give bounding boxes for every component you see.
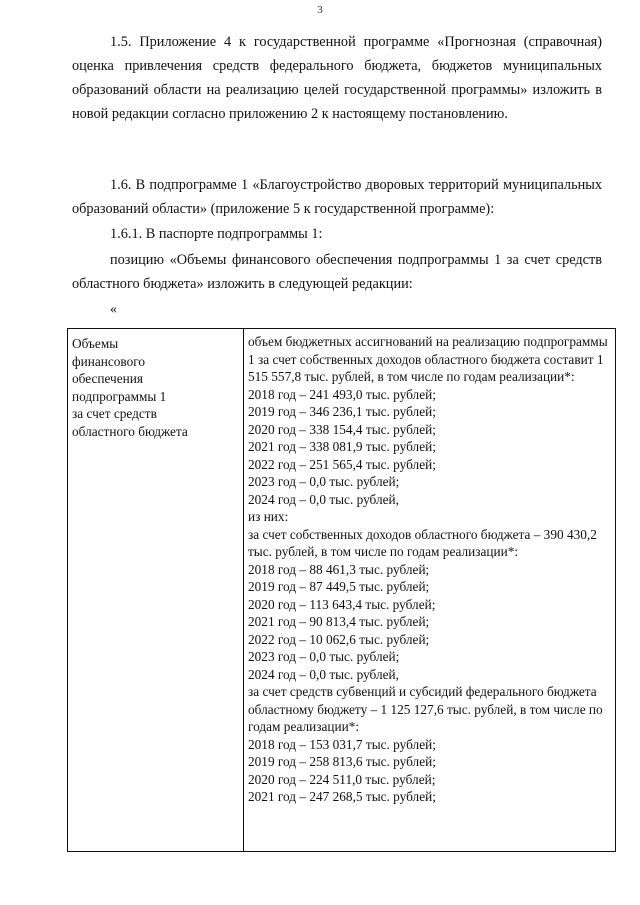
paragraph-1-6-1-text: 1.6.1. В паспорте подпрограммы 1: [110, 226, 323, 242]
table-row [68, 329, 616, 852]
total-year-line: 2022 год – 251 565,4 тыс. рублей; [248, 456, 436, 472]
paragraph-1-5-text: 1.5. Приложение 4 к государственной программе «Прогнозная (справочная) оценка привлечения средств федерального бюджета, бюджетов муниципальных образований области на реализацию целей государственной программы» изложить в новой редакции согласно приложению 2 к настоящему постановлению. [72, 34, 602, 122]
federal-year-line: 2018 год – 153 031,7 тыс. рублей; [248, 736, 436, 752]
federal-year-line: 2019 год – 258 813,6 тыс. рублей; [248, 754, 436, 769]
own-year-line: 2023 год – 0,0 тыс. рублей; [248, 649, 400, 664]
page-number: 3 [317, 4, 323, 16]
total-year-line: 2020 год – 338 154,4 тыс. рублей; [248, 421, 436, 437]
paragraph-1-6 [72, 173, 602, 221]
paragraph-1-6-text: 1.6. В подпрограмме 1 «Благоустройство дворовых территорий муниципальных образований области» (приложение 5 к государственной программе): [72, 177, 602, 217]
total-year-line: 2023 год – 0,0 тыс. рублей; [248, 474, 400, 489]
total-year-line: 2024 год – 0,0 тыс. рублей, [248, 491, 399, 507]
label-line: финансового [72, 353, 146, 369]
paragraph-1-6-1 [72, 222, 602, 246]
own-funds-intro: за счет собственных доходов областного бюджета – 390 430,2 тыс. рублей, в том числе по годам реализации*: [248, 526, 597, 559]
position-label-cell [68, 329, 244, 852]
federal-year-line: 2021 год – 247 268,5 тыс. рублей; [248, 789, 436, 804]
paragraph-position-text: позицию «Объемы финансового обеспечения подпрограммы 1 за счет средств областного бюджета» изложить в следующей редакции: [72, 252, 602, 292]
own-year-line: 2019 год – 87 449,5 тыс. рублей; [248, 579, 430, 594]
of-them-label: из них: [248, 509, 289, 524]
paragraph-position [72, 248, 602, 296]
opening-quote: « [110, 302, 117, 317]
own-year-line: 2020 год – 113 643,4 тыс. рублей; [248, 596, 436, 612]
label-line: за счет средств [72, 406, 157, 421]
label-line: подпрограммы 1 [72, 388, 167, 404]
total-year-line: 2019 год – 346 236,1 тыс. рублей; [248, 404, 436, 419]
label-line: областного бюджета [72, 423, 188, 439]
position-value-cell [244, 329, 616, 852]
federal-funds-intro: за счет средств субвенций и субсидий федерального бюджета областному бюджету – 1 125 127,6 тыс. рублей, в том числе по годам реализации*: [248, 684, 603, 734]
total-year-line: 2018 год – 241 493,0 тыс. рублей; [248, 386, 436, 402]
total-year-line: 2021 год – 338 081,9 тыс. рублей; [248, 439, 436, 454]
label-line: обеспечения [72, 371, 143, 386]
total-intro: объем бюджетных ассигнований на реализацию подпрограммы 1 за счет собственных доходов областного бюджета составит 1 515 557,8 тыс. рублей, в том числе по годам реализации*: [248, 334, 608, 384]
passport-table [67, 328, 616, 852]
paragraph-1-5 [72, 30, 602, 126]
own-year-line: 2022 год – 10 062,6 тыс. рублей; [248, 631, 430, 647]
label-line: Объемы [72, 336, 119, 351]
federal-year-line: 2020 год – 224 511,0 тыс. рублей; [248, 771, 436, 787]
own-year-line: 2018 год – 88 461,3 тыс. рублей; [248, 561, 430, 577]
own-year-line: 2021 год – 90 813,4 тыс. рублей; [248, 614, 430, 629]
own-year-line: 2024 год – 0,0 тыс. рублей, [248, 666, 399, 682]
